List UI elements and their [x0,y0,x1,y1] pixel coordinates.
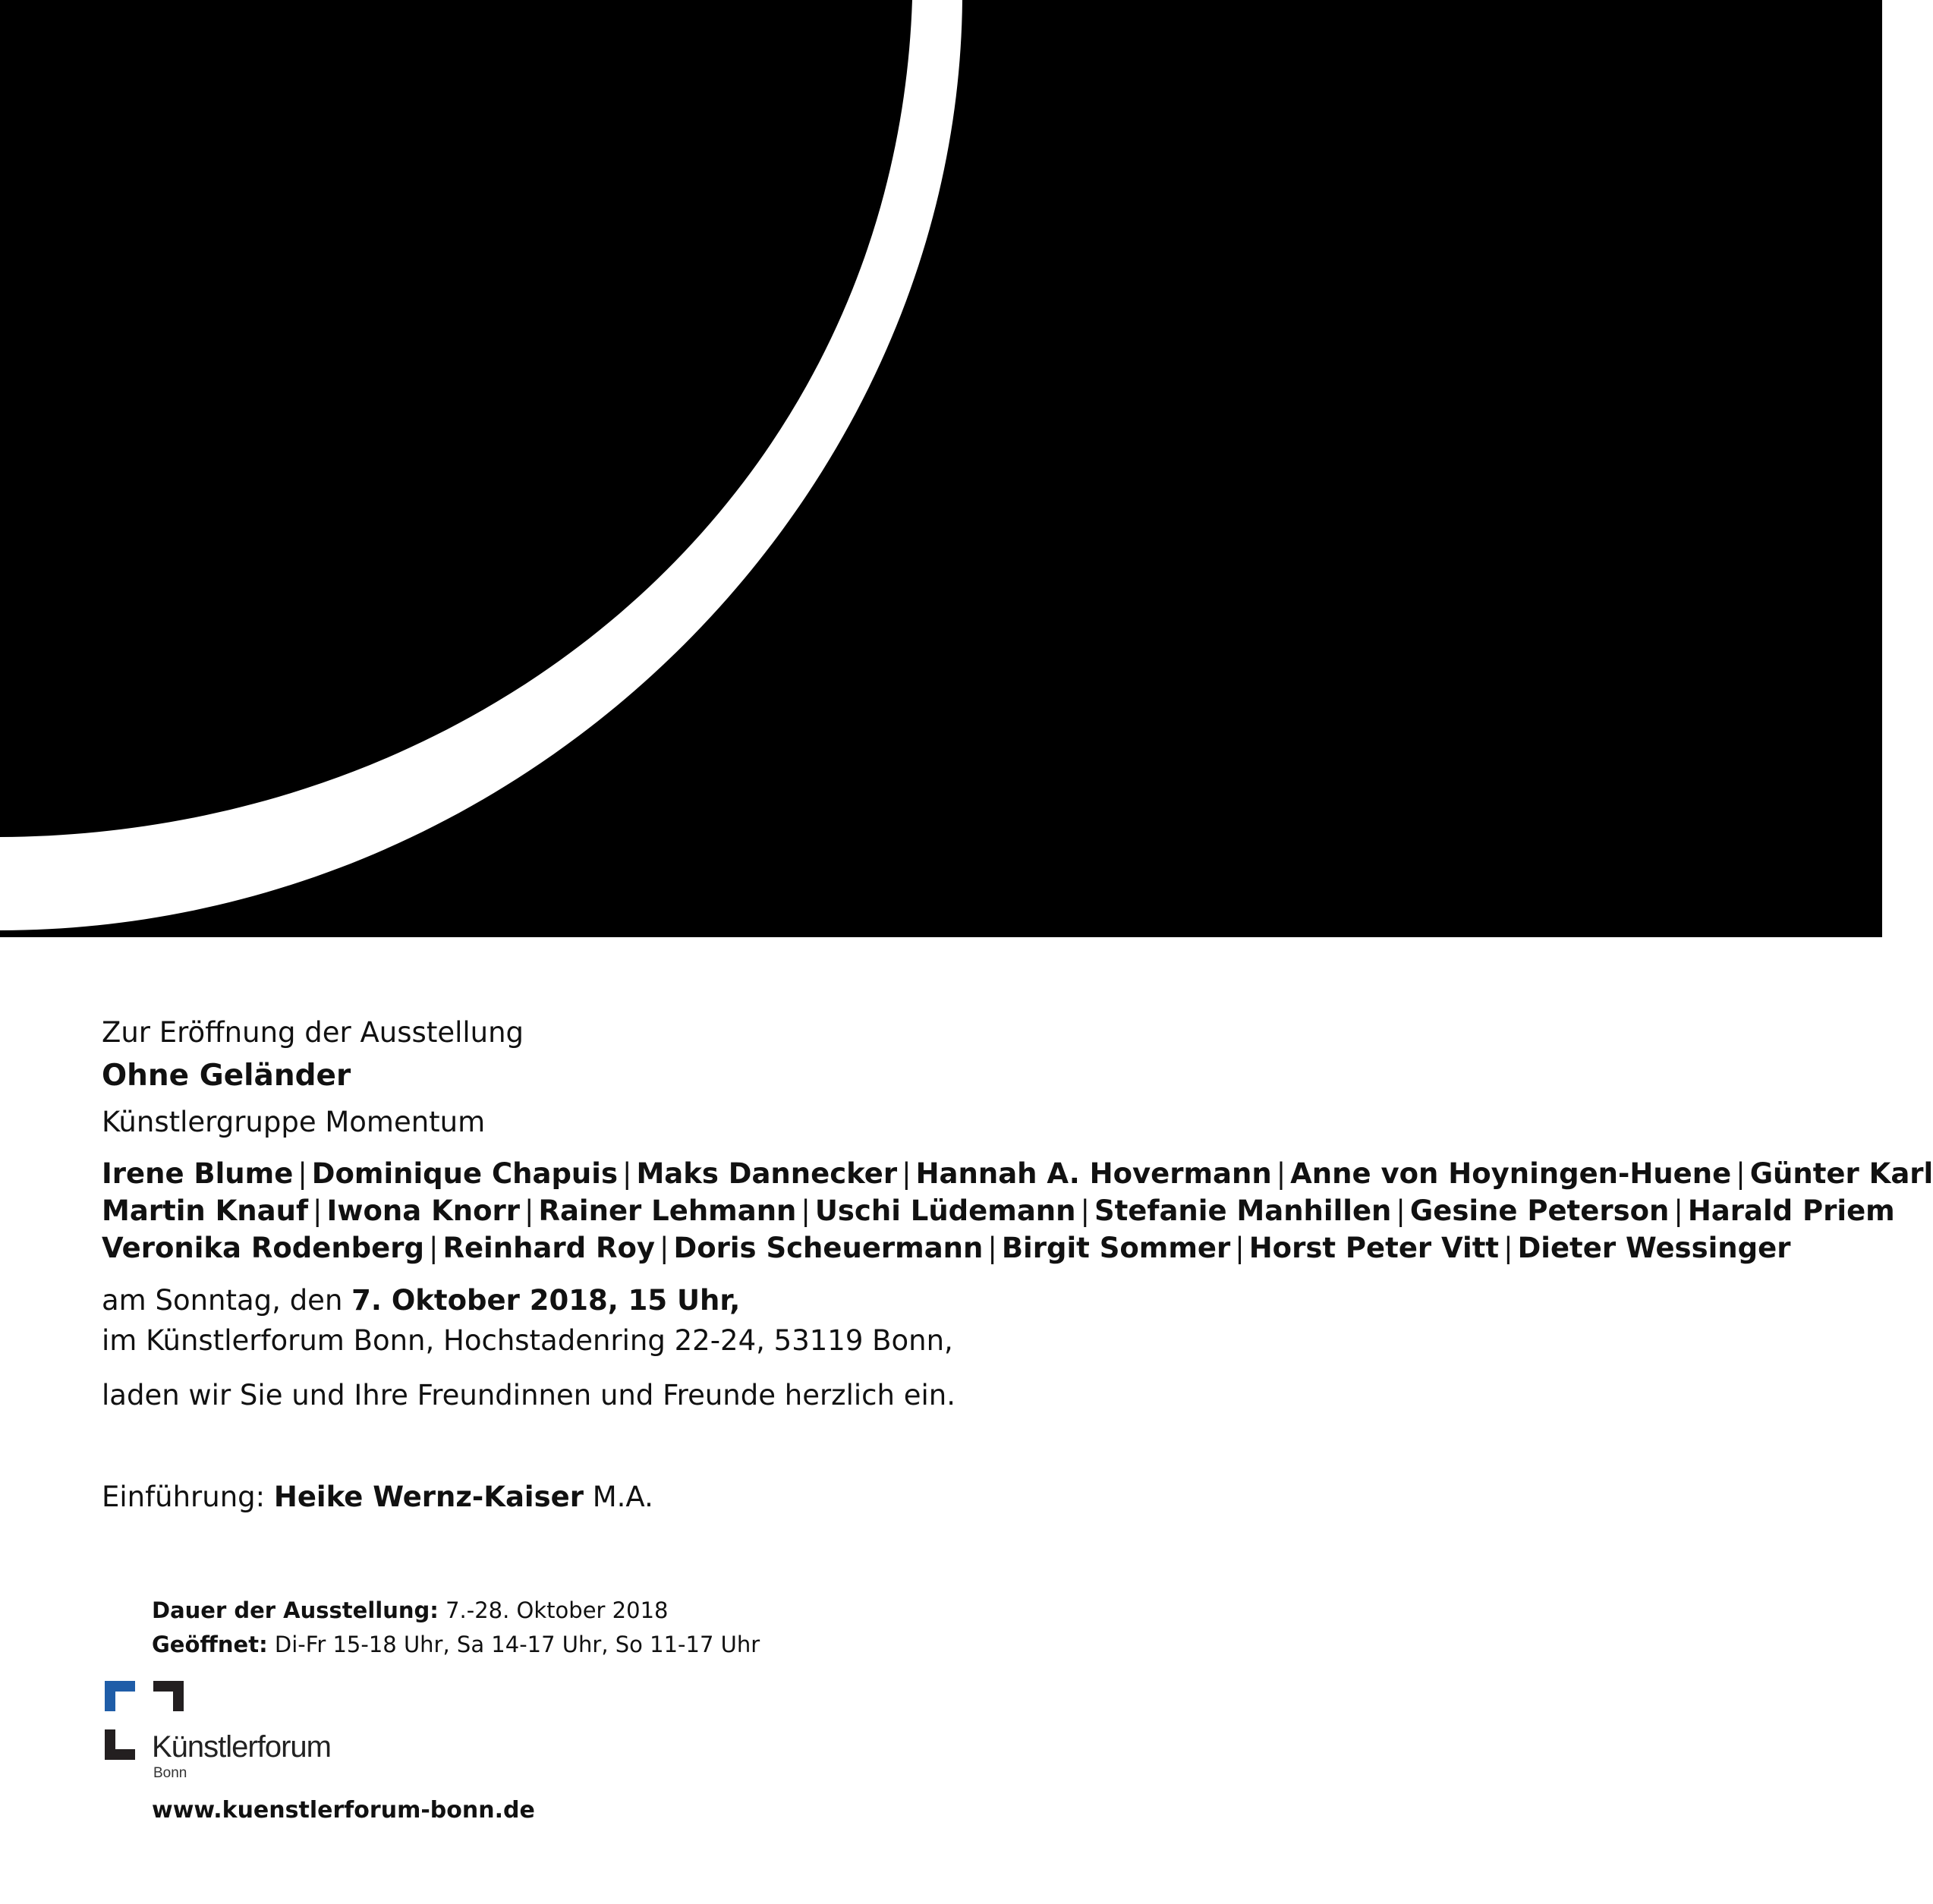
artist-line [102,1229,1847,1267]
logo-wordmark: Künstlerforum [152,1730,331,1764]
introduction-label: Einführung: [102,1481,274,1513]
exhibition-title: Ohne Geländer [102,1059,351,1093]
exhibition-duration [152,1597,668,1623]
artist-name: Martin Knauf [102,1194,309,1227]
logo-dark-corner-bottom [105,1729,135,1760]
event-venue: im Künstlerforum Bonn, Hochstadenring 22-24, 53119 Bonn, [102,1324,953,1357]
event-date: 7. Oktober 2018, 15 Uhr, [351,1284,741,1317]
artist-name: Doris Scheuermann [673,1232,984,1264]
artist-name: Dominique Chapuis [311,1157,618,1190]
artist-separator: | [429,1232,439,1264]
opening-value: Di-Fr 15-18 Uhr, Sa 14-17 Uhr, So 11-17 Uhr [267,1632,760,1657]
introduction-suffix: M.A. [583,1481,653,1513]
logo-blue-corner [105,1681,135,1711]
artist-name: Reinhard Roy [442,1232,656,1264]
artist-separator: | [987,1232,997,1264]
artist-separator: | [1276,1157,1286,1190]
artist-name: Harald Priem [1687,1194,1895,1227]
artist-name: Hannah A. Hovermann [915,1157,1272,1190]
artist-group: Künstlergruppe Momentum [102,1106,486,1138]
artist-name: Birgit Sommer [1001,1232,1231,1264]
exhibition-intro: Zur Eröffnung der Ausstellung [102,1016,524,1049]
invitation-text: laden wir Sie und Ihre Freundinnen und Freunde herzlich ein. [102,1379,955,1411]
introduction-speaker: Heike Wernz-Kaiser [273,1481,584,1513]
artist-separator: | [1736,1157,1746,1190]
artist-name: Günter Karl [1749,1157,1933,1190]
artist-separator: | [1235,1232,1245,1264]
artist-name: Gesine Peterson [1409,1194,1670,1227]
artist-separator: | [1673,1194,1683,1227]
artist-name: Horst Peter Vitt [1248,1232,1500,1264]
website-link[interactable]: www.kuenstlerforum-bonn.de [152,1797,535,1824]
artist-name: Anne von Hoyningen-Huene [1290,1157,1732,1190]
artist-name: Iwona Knorr [326,1194,520,1227]
artist-name: Veronika Rodenberg [102,1232,424,1264]
logo-city: Bonn [153,1765,187,1781]
artist-name: Stefanie Manhillen [1094,1194,1392,1227]
artist-name: Irene Blume [102,1157,294,1190]
artist-separator: | [902,1157,911,1190]
opening-hours [152,1632,760,1657]
artist-separator: | [313,1194,323,1227]
artist-line [102,1155,1933,1192]
artist-name: Dieter Wessinger [1517,1232,1791,1264]
artist-separator: | [298,1157,307,1190]
artist-separator: | [524,1194,534,1227]
duration-value: 7.-28. Oktober 2018 [438,1597,669,1623]
artist-separator: | [1080,1194,1090,1227]
event-date-line [102,1285,740,1317]
artist-separator: | [801,1194,811,1227]
artwork-panel [0,0,1882,937]
artist-name: Maks Dannecker [636,1157,898,1190]
artist-separator: | [1396,1194,1406,1227]
artist-name: Rainer Lehmann [538,1194,797,1227]
opening-label: Geöffnet: [152,1632,268,1657]
artist-name: Uschi Lüdemann [814,1194,1076,1227]
date-prefix: am Sonntag, den [102,1284,352,1317]
artist-separator: | [1503,1232,1513,1264]
introduction-line [102,1481,653,1514]
duration-label: Dauer der Ausstellung: [152,1597,439,1623]
artist-list [102,1155,1933,1267]
artist-separator: | [622,1157,632,1190]
artist-line [102,1192,1895,1229]
logo-dark-corner-top [153,1681,184,1711]
artist-separator: | [660,1232,669,1264]
